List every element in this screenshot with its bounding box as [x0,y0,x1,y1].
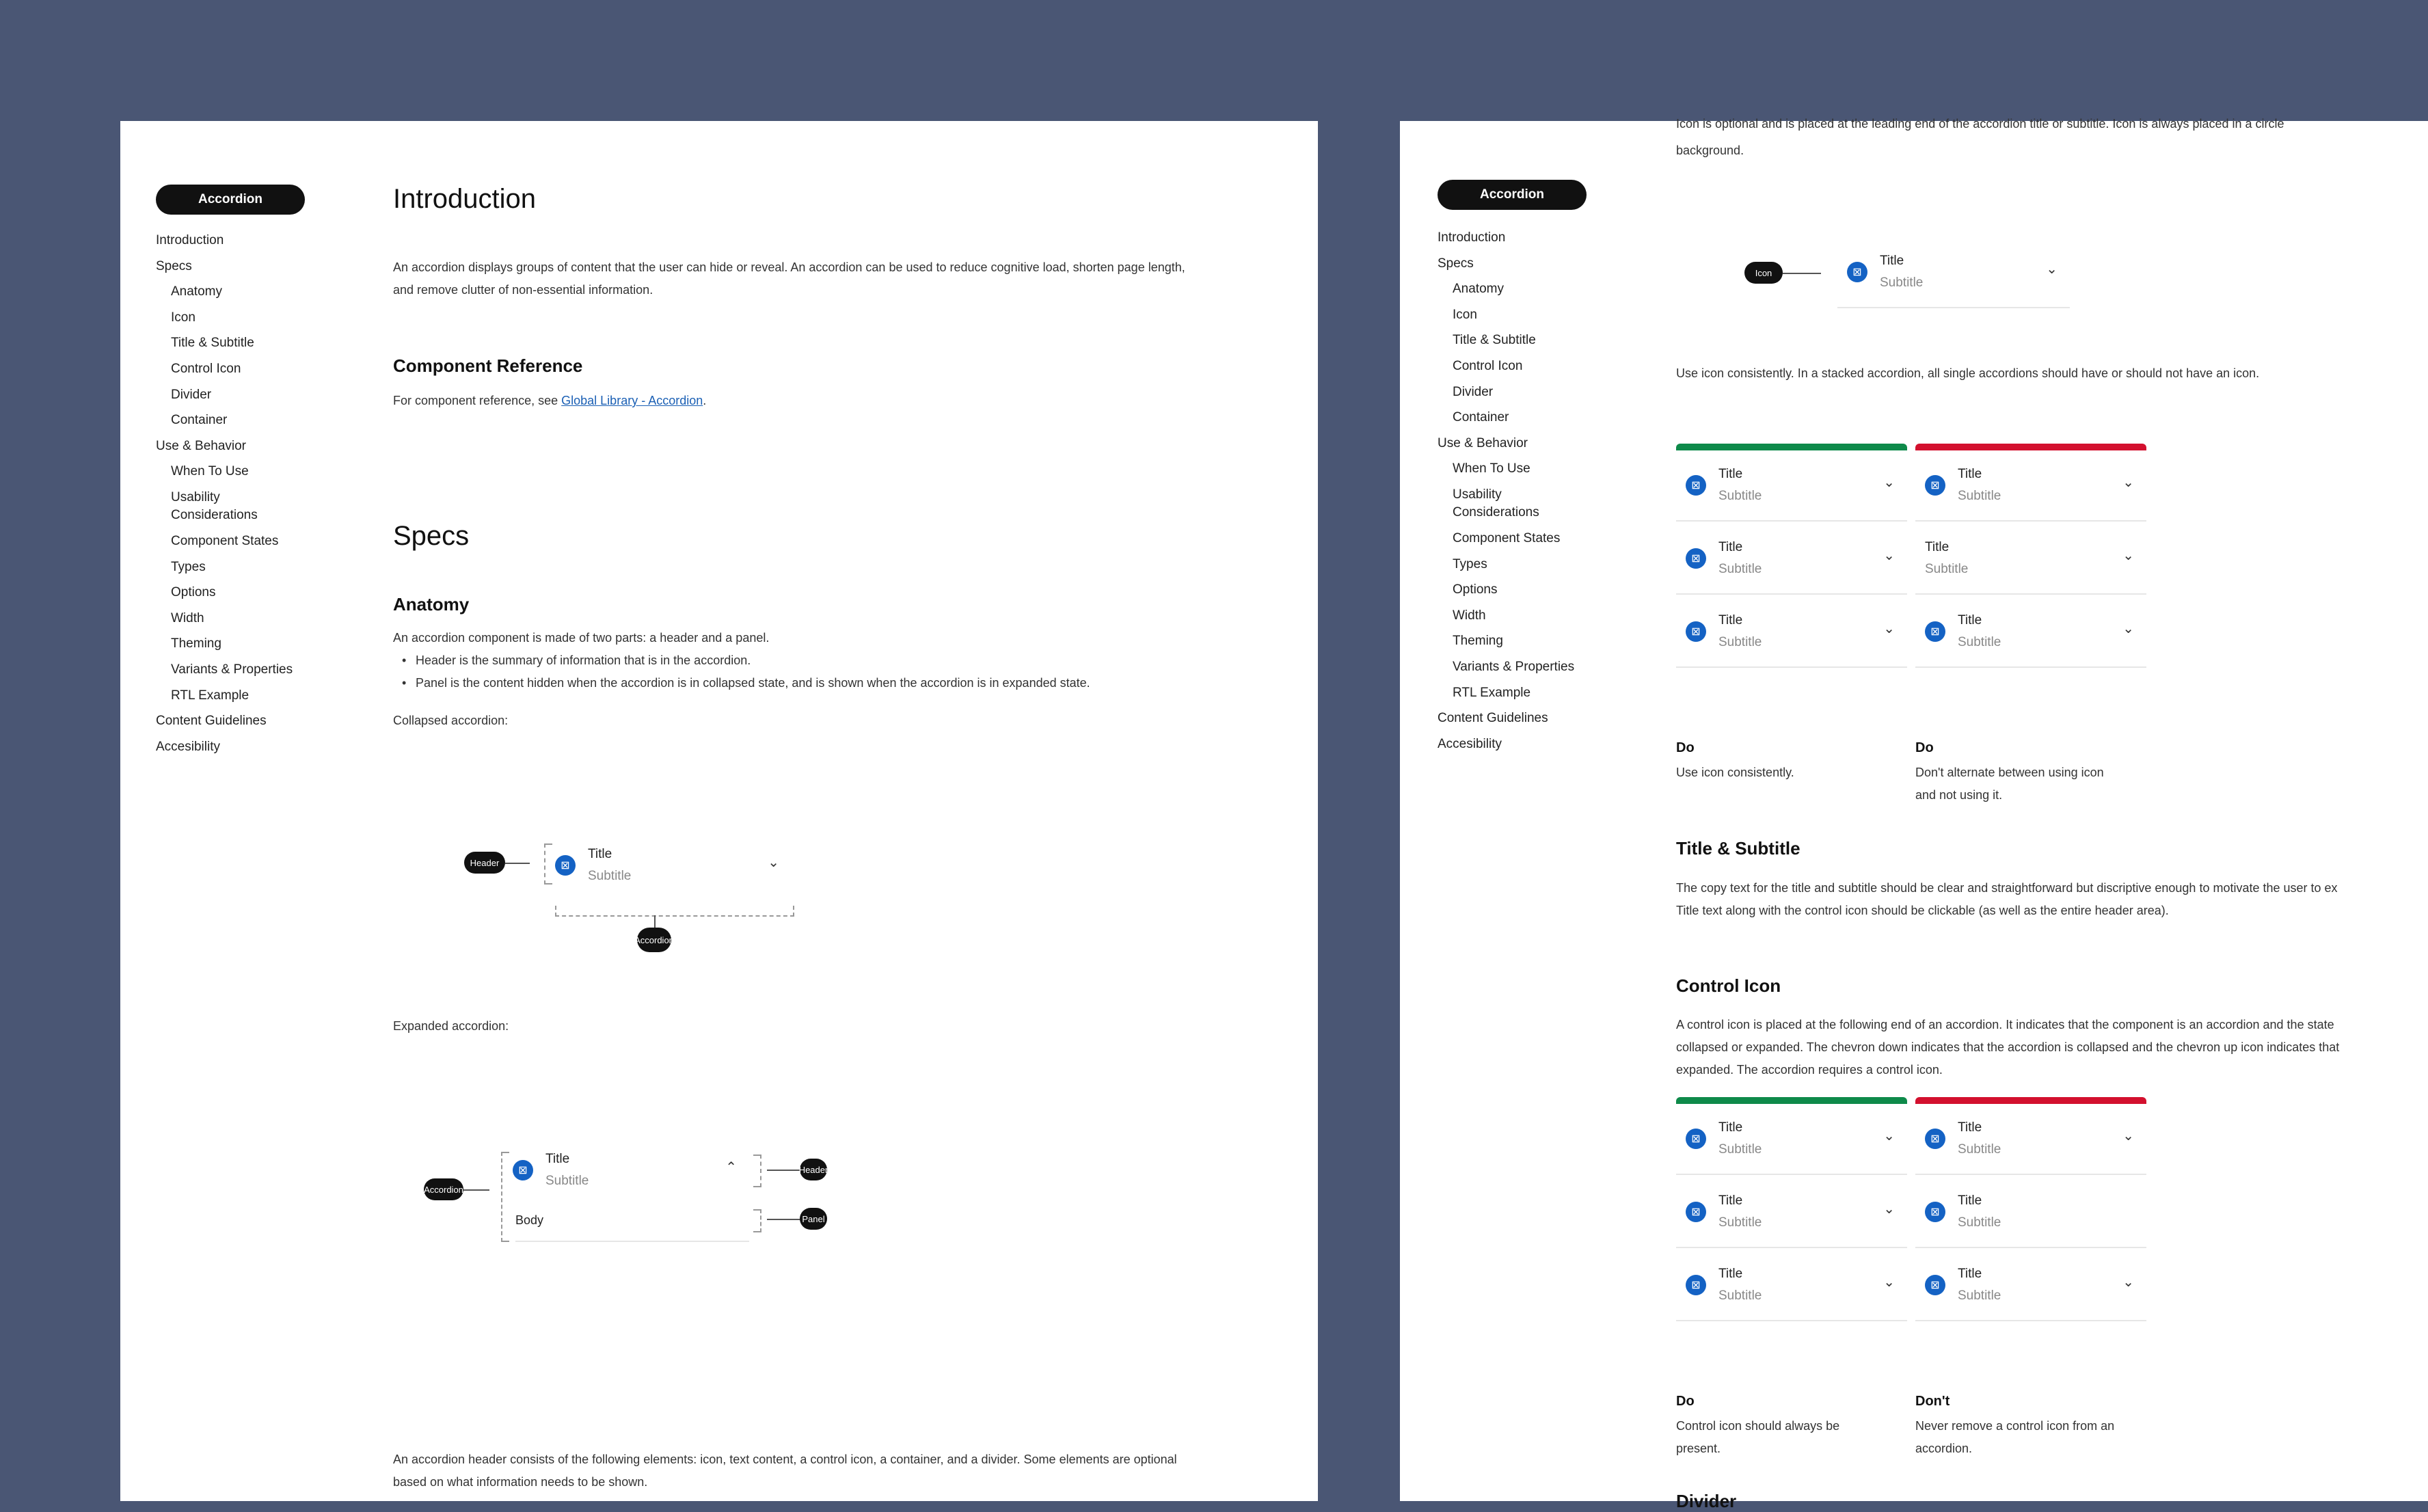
do-title: Do [1676,740,1695,755]
icon-text-1: Icon is optional and is placed at the leading end of the accordion title or subtitle. Icon is always placed in a circle [1676,117,2284,131]
control-icon-heading: Control Icon [1676,975,1781,996]
sidebar-item[interactable]: Introduction [156,233,224,247]
placeholder-icon: ⊠ [513,1160,533,1180]
chevron-down-icon[interactable]: ⌄ [1883,621,1895,636]
sidebar-item[interactable]: Types [171,559,206,574]
sidebar-item[interactable]: RTL Example [1453,685,1531,700]
sidebar-item[interactable]: Component States [1453,530,1561,545]
component-reference-text [393,390,706,412]
accordion-title: Title [1718,467,1743,481]
sidebar-item[interactable]: Component States [171,533,279,548]
sidebar-item[interactable]: Use & Behavior [1438,435,1528,450]
sidebar-item[interactable]: Introduction [1438,230,1506,245]
accordion-subtitle: Subtitle [1925,562,1969,576]
sidebar-item[interactable]: Title & Subtitle [171,336,254,351]
intro-text-1: An accordion displays groups of content that the user can hide or reveal. An accordion can be used to reduce cognitive load, shorten page length, [393,260,1185,274]
divider [1915,1174,2146,1175]
chevron-down-icon[interactable]: ⌄ [2046,262,2058,277]
sidebar-item[interactable]: Width [171,610,204,625]
chevron-down-icon[interactable]: ⌄ [2122,1275,2134,1290]
placeholder-icon: ⊠ [1925,475,1945,496]
tag-accordion: Accordion [424,1178,463,1200]
do-text: Use icon consistently. [1676,766,1794,779]
example-accordion[interactable] [1915,524,2146,595]
accordion-subtitle: Subtitle [545,1174,589,1188]
sidebar-item[interactable]: Content Guidelines [1438,711,1548,726]
accordion-title: Title [1718,540,1743,554]
header-elements-text-1: An accordion header consists of the following elements: icon, text content, a control icon, a container, and a divider. Some elements are optional [393,1453,1177,1466]
divider [1837,307,2070,308]
accordion-subtitle: Subtitle [1718,1142,1762,1157]
do-text-2: and not using it. [1915,788,2003,802]
sidebar-item[interactable]: Theming [171,636,221,651]
connector-line [767,1219,801,1220]
example-accordion[interactable] [1676,1104,1907,1175]
collapsed-label: Collapsed accordion: [393,714,509,727]
placeholder-icon: ⊠ [555,855,576,876]
divider [1915,520,2146,522]
connector-line [654,915,656,929]
divider [1915,1320,2146,1321]
accordion-subtitle: Subtitle [1958,489,2001,503]
sidebar-item[interactable]: When To Use [1453,461,1530,476]
chevron-down-icon[interactable]: ⌄ [1883,475,1895,490]
accordion-title: Title [1958,467,1982,481]
accordion-panel [515,1206,749,1242]
accordion-title: Title [1958,1193,1982,1208]
sidebar-item[interactable]: Accesibility [156,739,220,754]
anatomy-title: Anatomy [393,594,470,615]
control-icon-text-3: expanded. The accordion requires a control icon. [1676,1063,1943,1077]
connector-line [1783,273,1821,274]
accordion-subtitle: Subtitle [1718,1288,1762,1303]
placeholder-icon: ⊠ [1686,621,1706,642]
sidebar-item[interactable]: Container [1453,410,1509,425]
example-accordion[interactable] [1915,450,2146,522]
dont-text-2: accordion. [1915,1442,1973,1455]
accordion-title: Title [1718,1120,1743,1135]
sidebar-item[interactable]: Control Icon [171,362,241,376]
chevron-down-icon[interactable]: ⌄ [768,855,779,870]
example-accordion[interactable] [1676,597,1907,668]
connector-line [767,1170,801,1171]
sidebar-item[interactable]: Icon [171,310,195,325]
sidebar-item[interactable]: Accesibility [1438,736,1502,751]
do-bar [1676,1097,1907,1104]
do-bar [1676,444,1907,450]
placeholder-icon: ⊠ [1686,475,1706,496]
sidebar-item[interactable]: Width [1453,608,1486,623]
title-subtitle-heading: Title & Subtitle [1676,838,1800,859]
example-accordion[interactable] [1676,1250,1907,1321]
divider [1915,666,2146,668]
dont-title: Don't [1915,1394,1950,1409]
comp-ref-prefix: For component reference, see [393,394,562,407]
accordion-subtitle: Subtitle [588,869,632,883]
example-accordion[interactable] [1915,1250,2146,1321]
sidebar-item[interactable]: Divider [171,387,212,402]
specs-title: Specs [393,521,470,551]
placeholder-icon: ⊠ [1925,1275,1945,1295]
sidebar-pill-accordion[interactable]: Accordion [156,185,305,215]
collapsed-accordion[interactable] [545,831,792,902]
accordion-subtitle: Subtitle [1880,275,1924,290]
sidebar-item[interactable]: Anatomy [171,284,222,299]
example-accordion[interactable] [1915,1104,2146,1175]
sidebar-item[interactable]: Theming [1453,634,1503,649]
dont-text-1: Never remove a control icon from an [1915,1419,2115,1433]
chevron-down-icon[interactable]: ⌄ [2122,548,2134,563]
sidebar-item[interactable]: Usability Considerations [171,490,258,522]
do-text-1: Don't alternate between using icon [1915,766,2104,779]
sidebar-item[interactable]: Use & Behavior [156,438,247,453]
tag-header: Header [800,1159,827,1180]
tag-accordion: Accordion [637,928,671,952]
divider [1676,520,1907,522]
accordion-title: Title [1958,1267,1982,1281]
control-icon-text-2: collapsed or expanded. The chevron down indicates that the accordion is collapsed and the chevron up icon indicates that [1676,1040,2340,1054]
header-elements-text-2: based on what information needs to be shown. [393,1475,648,1489]
accordion-title: Title [1718,1193,1743,1208]
chevron-down-icon[interactable]: ⌄ [1883,548,1895,563]
accordion-title: Title [545,1152,570,1166]
tag-panel: Panel [800,1208,827,1230]
accordion-subtitle: Subtitle [1718,562,1762,576]
divider-heading: Divider [1676,1491,1737,1511]
comp-ref-end: . [703,394,707,407]
global-library-link[interactable]: Global Library - Accordion [561,394,703,407]
doc-page-left [120,121,1318,1501]
bullet-panel: • Panel is the content hidden when the accordion is in collapsed state, and is shown when the accordion is in expanded state. [416,672,1090,694]
sidebar-item[interactable]: When To Use [171,464,249,479]
divider [1676,1174,1907,1175]
sidebar-pill-accordion[interactable]: Accordion [1438,180,1587,210]
sidebar-item[interactable]: Variants & Properties [1453,659,1575,674]
dont-bar [1915,444,2146,450]
sidebar-item[interactable]: Usability Considerations [1453,487,1539,519]
sidebar-item[interactable]: Icon [1453,307,1477,322]
chevron-down-icon[interactable]: ⌄ [1883,1202,1895,1217]
tag-header: Header [464,852,505,874]
sidebar-item[interactable]: Title & Subtitle [1453,333,1536,348]
expanded-label: Expanded accordion: [393,1019,509,1033]
connector-line [463,1189,489,1191]
do-title: Do [1676,1394,1695,1409]
placeholder-icon: ⊠ [1925,1129,1945,1149]
icon-text-2: background. [1676,144,1744,157]
divider [1676,593,1907,595]
title-subtitle-text-1: The copy text for the title and subtitle should be clear and straightforward but discriptive enough to motivate the user to ex [1676,881,2338,895]
bullet-header: • Header is the summary of information that is in the accordion. [416,649,751,672]
icon-consistency-text: Use icon consistently. In a stacked accordion, all single accordions should have or should not have an icon. [1676,366,2260,380]
placeholder-icon: ⊠ [1686,1202,1706,1222]
accordion-title: Title [1718,1267,1743,1281]
expanded-accordion-header[interactable] [503,1135,749,1206]
doc-page-right [1400,117,2428,1511]
accordion-subtitle: Subtitle [1718,489,1762,503]
accordion-body: Body [515,1213,544,1227]
chevron-down-icon[interactable]: ⌄ [1883,1275,1895,1290]
sidebar-item[interactable]: Options [1453,582,1498,597]
anatomy-text: An accordion component is made of two parts: a header and a panel. [393,631,770,645]
divider [1676,666,1907,668]
do-title: Do [1915,740,1934,755]
accordion-title: Title [1958,613,1982,627]
intro-text-2: and remove clutter of non-essential information. [393,283,653,297]
accordion-subtitle: Subtitle [1718,635,1762,649]
sidebar-item[interactable]: Control Icon [1453,359,1523,373]
placeholder-icon: ⊠ [1686,1129,1706,1149]
accordion-title: Title [1718,613,1743,627]
accordion-subtitle: Subtitle [1958,635,2001,649]
placeholder-icon: ⊠ [1686,548,1706,569]
sidebar-item[interactable]: Options [171,585,216,600]
sidebar-item[interactable]: Anatomy [1453,282,1504,297]
sidebar-item[interactable]: Content Guidelines [156,714,267,729]
title-subtitle-text-2: Title text along with the control icon should be clickable (as well as the entire header area). [1676,904,2169,917]
do-text-2: present. [1676,1442,1721,1455]
sidebar-item[interactable]: Types [1453,556,1487,571]
accordion-title: Title [588,847,612,861]
chevron-up-icon[interactable]: ⌃ [725,1160,737,1175]
divider [1676,1320,1907,1321]
accordion-subtitle: Subtitle [1958,1142,2001,1157]
dont-bar [1915,1097,2146,1104]
divider [1915,593,2146,595]
example-accordion[interactable] [1676,450,1907,522]
chevron-down-icon[interactable]: ⌄ [2122,1129,2134,1144]
placeholder-icon: ⊠ [1925,621,1945,642]
sidebar-item[interactable]: Specs [1438,256,1474,271]
placeholder-icon: ⊠ [1847,262,1867,282]
do-text-1: Control icon should always be [1676,1419,1840,1433]
sidebar-item[interactable]: Container [171,413,228,428]
accordion-subtitle: Subtitle [1718,1215,1762,1230]
example-accordion[interactable] [1676,1177,1907,1248]
accordion-title: Title [1958,1120,1982,1135]
intro-title: Introduction [393,184,537,214]
component-reference-title: Component Reference [393,355,583,376]
control-icon-text-1: A control icon is placed at the following end of an accordion. It indicates that the component is an accordion and the state [1676,1018,2334,1031]
example-accordion[interactable] [1915,1177,2146,1248]
tag-icon: Icon [1744,262,1783,284]
accordion-title: Title [1880,254,1904,268]
divider [1915,1247,2146,1248]
connector-line [505,863,530,864]
accordion-subtitle: Subtitle [1958,1215,2001,1230]
chevron-down-icon[interactable]: ⌄ [2122,475,2134,490]
placeholder-icon: ⊠ [1686,1275,1706,1295]
divider [1676,1247,1907,1248]
sidebar-item[interactable]: Variants & Properties [171,662,293,677]
example-accordion[interactable] [1915,597,2146,668]
example-accordion[interactable] [1676,524,1907,595]
placeholder-icon: ⊠ [1925,1202,1945,1222]
chevron-down-icon[interactable]: ⌄ [1883,1129,1895,1144]
header-bracket [753,1155,761,1187]
sidebar-item[interactable]: Specs [156,258,192,273]
accordion-subtitle: Subtitle [1958,1288,2001,1303]
chevron-down-icon[interactable]: ⌄ [2122,621,2134,636]
accordion-title: Title [1925,540,1950,554]
panel-bracket [753,1209,761,1232]
container-bracket [555,906,794,917]
sidebar-item[interactable]: Divider [1453,384,1494,399]
icon-example-accordion[interactable] [1837,237,2070,308]
sidebar-item[interactable]: RTL Example [171,688,249,703]
